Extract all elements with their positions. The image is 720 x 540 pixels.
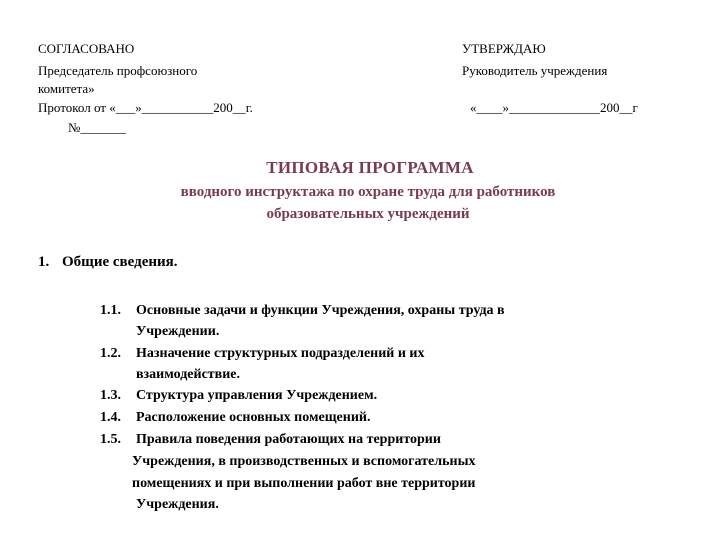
list-item-1 [100, 303, 505, 319]
item-text: Основные задачи и функции Учреждения, охраны труда в [136, 303, 505, 318]
section-heading [38, 254, 178, 271]
title-line-1: ТИПОВАЯ ПРОГРАММА [266, 158, 474, 177]
item-text-continuation: Учреждения, в производственных и вспомогательных [132, 454, 476, 469]
section-number: 1. [38, 254, 50, 270]
item-text: Расположение основных помещений. [136, 410, 371, 425]
title-line-2: вводного инструктажа по охране труда для работников [180, 184, 556, 200]
item-text-continuation: помещениях и при выполнении работ вне территории [132, 476, 476, 491]
item-text: Правила поведения работающих на территории [136, 432, 441, 447]
item-number: 1.4. [100, 410, 121, 425]
approval-left-line1: Председатель профсоюзного [38, 63, 198, 78]
approval-right-line1: Руководитель учреждения [462, 63, 608, 78]
item-text: Назначение структурных подразделений и их [136, 346, 425, 361]
list-item-2 [100, 346, 424, 362]
item-text-continuation: Учреждения. [136, 497, 219, 512]
title-line-3: образовательных учреждений [266, 206, 470, 222]
approval-right-date: «____»______________200__г [470, 100, 638, 115]
approval-left-number: №_______ [68, 120, 126, 135]
item-text-continuation: Учреждении. [136, 324, 220, 339]
approval-left-protocol: Протокол от «___»___________200__г. [38, 100, 253, 115]
section-label: Общие сведения. [62, 254, 178, 270]
item-text: Структура управления Учреждением. [136, 388, 378, 403]
approval-left-line2: комитета» [38, 81, 95, 96]
item-number: 1.2. [100, 346, 121, 361]
item-text-continuation: взаимодействие. [136, 367, 240, 382]
list-item-3 [100, 388, 377, 404]
approval-left-heading: СОГЛАСОВАНО [38, 41, 135, 56]
item-number: 1.3. [100, 388, 121, 403]
item-number: 1.1. [100, 303, 121, 318]
approval-right-heading: УТВЕРЖДАЮ [462, 41, 546, 56]
list-item-5 [100, 432, 441, 448]
item-number: 1.5. [100, 432, 121, 447]
list-item-4 [100, 410, 370, 426]
